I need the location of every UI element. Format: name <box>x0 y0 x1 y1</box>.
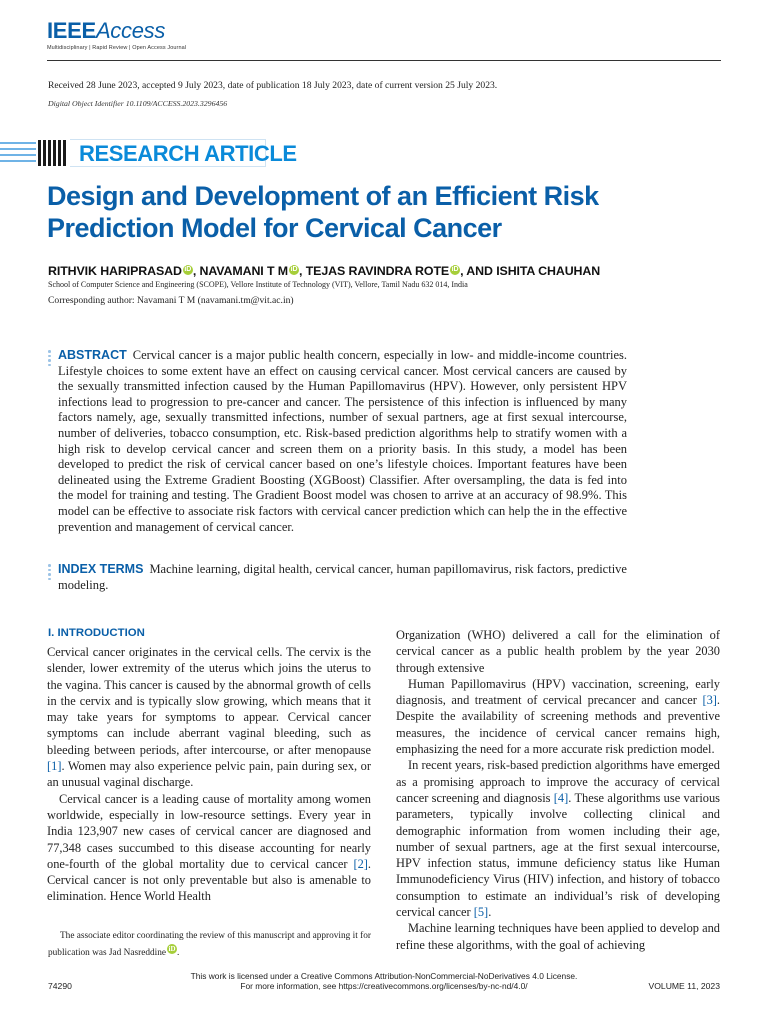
paragraph <box>47 644 371 791</box>
journal-logo <box>47 20 186 51</box>
paragraph: Organization (WHO) delivered a call for the elimination of cervical cancer as a public health problem by the year 2030 through extensive <box>396 628 720 675</box>
author-2: , NAVAMANI T M <box>192 264 289 278</box>
paragraph-text: Cervical cancer originates in the cervical cells. The cervix is the slender, lower extremity of the uterus which joins the uterus to the vagina. This cancer is caused by the abnormal growth of cells in the cervix and is typically slow growing, which means that it may take years for symptoms to appear. Cervical cancer symptoms can include aberrant vaginal bleeding, such as bleeding between periods, after intercourse, or after menopause <box>47 645 371 757</box>
orcid-icon[interactable]: iD <box>451 266 459 273</box>
received-dates: Received 28 June 2023, accepted 9 July 2023, date of publication 18 July 2023, date of current version 25 July 2023. <box>48 80 498 91</box>
article-type: RESEARCH ARTICLE <box>79 141 297 166</box>
right-column <box>396 627 720 953</box>
index-terms-block <box>58 562 627 593</box>
logo-wordmark <box>47 20 186 42</box>
orcid-icon[interactable]: iD <box>290 266 298 273</box>
paragraph-text: Human Papillomavirus (HPV) vaccination, screening, early diagnosis, and treatment of cervical precancer and cancer <box>396 676 720 708</box>
paragraph-text: . These algorithms use various parameters, typically involve collecting clinical and demographic information from women including their age, number of sexual partners, age at the first sexual intercourse, HPV infection status, immune deficiency status like Human Immunodeficiency Virus (HIV) infection, and history of tobacco consumption to estimate an individual’s risk of developing cervical cancer <box>396 790 720 920</box>
author-list <box>48 264 600 278</box>
license-line-1: This work is licensed under a Creative Commons Attribution-NonCommercial-NoDerivatives 4.0 License. <box>190 971 578 981</box>
paragraph <box>47 791 371 905</box>
header-rule <box>47 60 721 61</box>
left-column <box>47 644 371 905</box>
license-line-2[interactable]: For more information, see https://creativecommons.org/licenses/by-nc-nd/4.0/ <box>240 981 528 992</box>
doi-line: Digital Object Identifier 10.1109/ACCESS.2023.3296456 <box>48 99 228 108</box>
abstract-label: ABSTRACT <box>58 348 127 362</box>
abstract-text: Cervical cancer is a major public health concern, especially in low- and middle-income countries. Lifestyle choices to some extent have an effect on causing cervical cancer. Most cervical cancers are caused by the sexually transmitted infection caused by the Human Papillomavirus (HPV). However, only persistent HPV infections lead to progression to pre-cancer and cancer. The persistence of this infection is influenced by many factors namely, age, sexually transmitted infections, number of sexual partners, age at first sexual intercourse, number of deliveries, tobacco consumption, etc. Risk-based prediction algorithms help to stratify women with a high risk to develop cervical cancer and screen them on a priority basis. In this study, a model has been developed to predict the risk of cervical cancer based on one’s lifestyle choices. Important features have been delineated using the Extreme Gradient Boosting (XGBoost) Classifier. After oversampling, the data is fed into the model for training and testing. The Gradient Boost model was chosen to arrive at an accuracy of 98.9%. This model can be effective to associate risk factors with cervical cancer prediction which can help the in the effective prevention and management of cervical cancer. <box>58 348 627 534</box>
logo-access: Access <box>95 18 166 43</box>
paragraph-text: . <box>488 905 492 920</box>
banner-stripes-icon <box>0 138 70 168</box>
editor-footnote <box>48 928 371 961</box>
citation-link[interactable]: [3] <box>702 693 717 708</box>
author-4: , AND ISHITA CHAUHAN <box>460 264 601 278</box>
abstract-block <box>58 348 627 535</box>
footnote-end: . <box>177 948 180 958</box>
paragraph-text: . Women may also experience pelvic pain, pain during sex, or an unusual vaginal discharge. <box>47 759 371 790</box>
paper-title: Design and Development of an Efficient Risk Prediction Model for Cervical Cancer <box>47 181 599 243</box>
index-dots-icon <box>48 564 51 582</box>
section-heading: I. INTRODUCTION <box>48 627 145 639</box>
volume-info: VOLUME 11, 2023 <box>648 981 720 991</box>
page-number: 74290 <box>48 981 72 991</box>
abstract-dots-icon <box>48 350 51 368</box>
paragraph <box>396 676 720 757</box>
citation-link[interactable]: [1] <box>47 759 62 774</box>
author-3: , TEJAS RAVINDRA ROTE <box>299 264 450 278</box>
paragraph-text: In recent years, risk-based prediction algorithms have emerged as a promising approach to improve the accuracy of cervical cancer screening and diagnosis <box>396 758 720 805</box>
paragraph <box>396 757 720 920</box>
orcid-icon[interactable]: iD <box>184 266 192 273</box>
affiliation: School of Computer Science and Engineering (SCOPE), Vellore Institute of Technology (VIT), Vellore, Tamil Nadu 632 014, India <box>48 280 468 289</box>
author-1: RITHVIK HARIPRASAD <box>48 264 182 278</box>
index-terms-label: INDEX TERMS <box>58 562 144 576</box>
paragraph-text: . Despite the availability of screening methods and preventive measures, the incidence of cervical cancer remains high, emphasizing the need for a more accurate risk prediction model. <box>396 693 720 757</box>
index-terms-text: Machine learning, digital health, cervical cancer, human papillomavirus, risk factors, predictive modeling. <box>58 562 627 592</box>
paragraph: Machine learning techniques have been applied to develop and refine these algorithms, with the goal of achieving <box>396 921 720 952</box>
paragraph-text: Cervical cancer is a leading cause of mortality among women worldwide, especially in low-resource settings. Every year in India 123,907 new cases of cervical cancer are diagnosed and 77,348 cases succumbed to this disease accounting for nearly one-fourth of the global mortality due to cervical cancer <box>47 791 371 871</box>
citation-link[interactable]: [2] <box>353 856 368 871</box>
paragraph-text: . Cervical cancer is not only preventable but also is amenable to elimination. Hence World Health <box>47 856 371 904</box>
citation-link[interactable]: [5] <box>473 905 489 920</box>
orcid-icon[interactable]: iD <box>168 945 176 953</box>
logo-ieee: IEEE <box>47 18 96 43</box>
footnote-text: The associate editor coordinating the review of this manuscript and approving it for publication was Jad Nasreddine <box>48 931 371 958</box>
corresponding-author: Corresponding author: Navamani T M (navamani.tm@vit.ac.in) <box>48 295 294 306</box>
citation-link[interactable]: [4] <box>553 790 569 805</box>
logo-tagline: Multidisciplinary | Rapid Review | Open Access Journal <box>47 45 187 51</box>
